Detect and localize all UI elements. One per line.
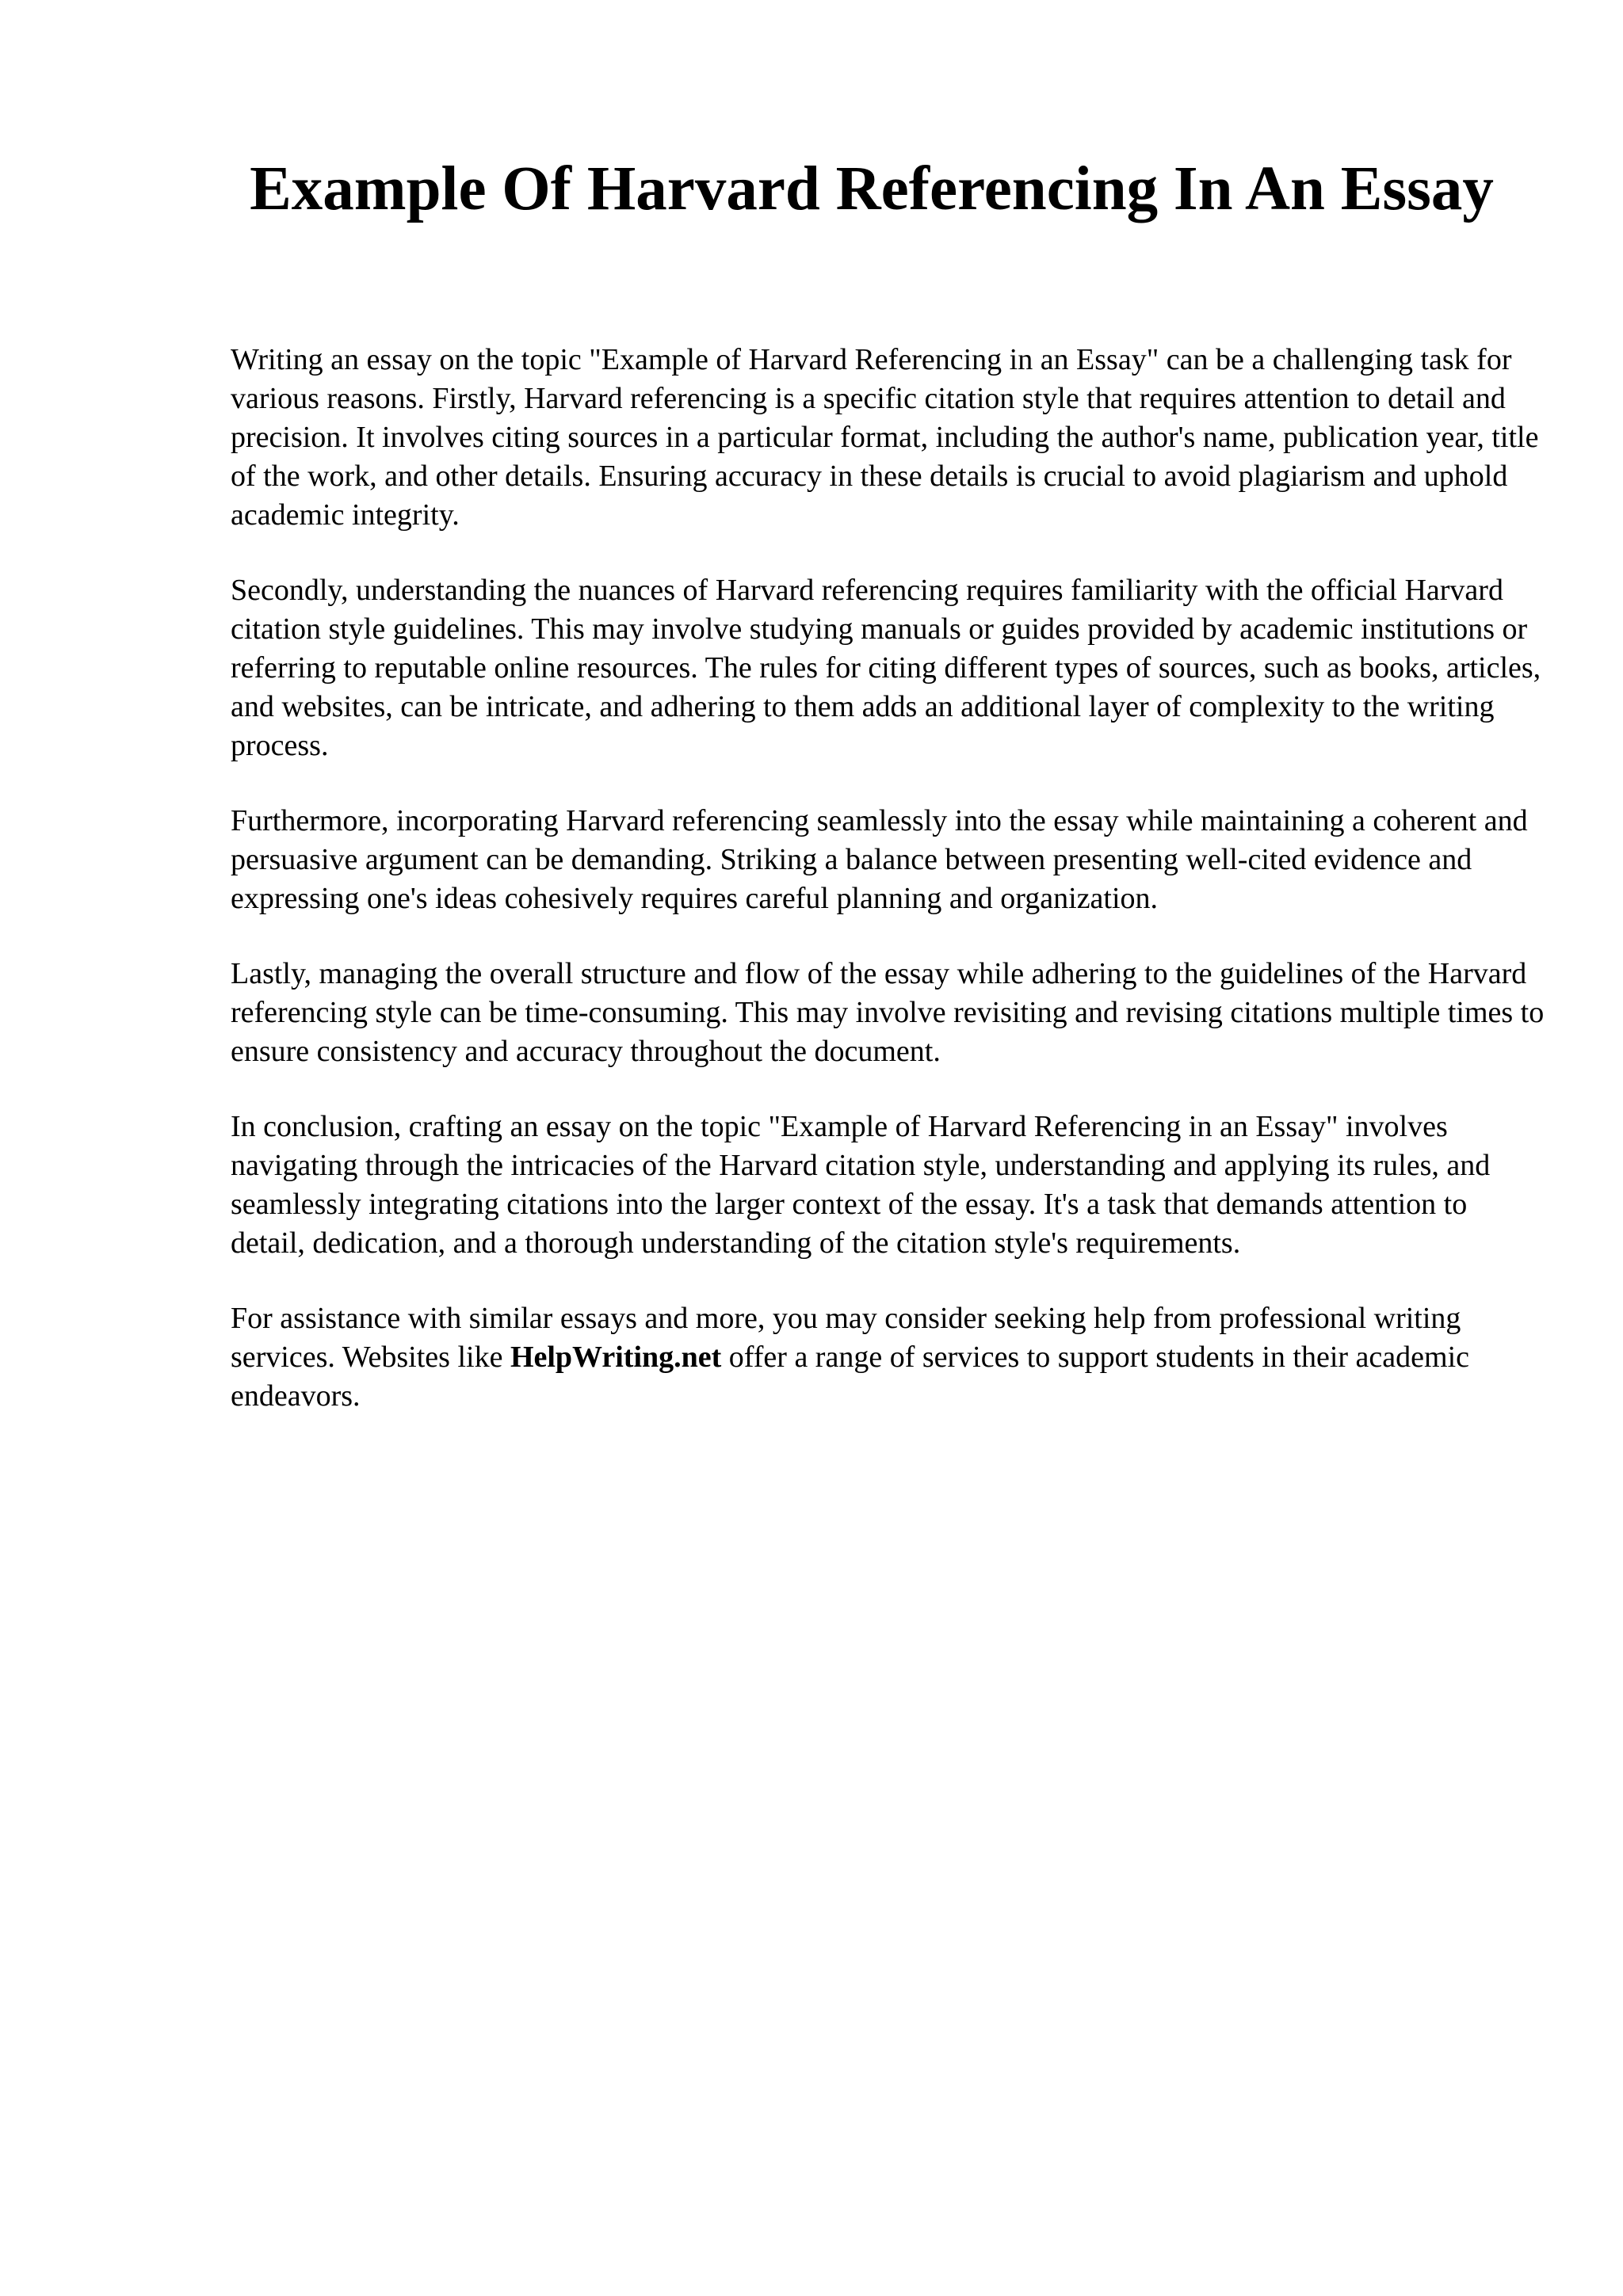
paragraph-secondly: Secondly, understanding the nuances of Harvard referencing requires familiarity with the official Harvard citation style guidelines. This may involve studying manuals or guides provided by academic institutions or referring to reputable online resources. The rules for citing different types of sources, such as books, articles, and websites, can be intricate, and adhering to them adds an additional layer of complexity to the writing process. xyxy=(231,574,1541,762)
paragraph-closing xyxy=(231,1299,1546,1416)
closing-text-after: offer a range of services to support students in their academic endeavors. xyxy=(231,1341,1469,1413)
brand-name: HelpWriting.net xyxy=(510,1341,722,1374)
paragraph-furthermore: Furthermore, incorporating Harvard referencing seamlessly into the essay while maintaining a coherent and persuasive argument can be demanding. Striking a balance between presenting well-cited evidence and expressing one's ideas cohesively requires careful planning and organization. xyxy=(231,804,1528,915)
paragraph-conclusion: In conclusion, crafting an essay on the topic "Example of Harvard Referencing in an Essay" involves navigating through the intricacies of the Harvard citation style, understanding and applying its rules, and seamlessly integrating citations into the larger context of the essay. It's a task that demands attention to detail, dedication, and a thorough understanding of the citation style's requirements. xyxy=(231,1110,1491,1260)
paragraph-lastly: Lastly, managing the overall structure and flow of the essay while adhering to the guidelines of the Harvard referencing style can be time-consuming. This may involve revisiting and revising citations multiple times to ensure consistency and accuracy throughout the document. xyxy=(231,957,1545,1068)
closing-text-before: For assistance with similar essays and more, you may consider seeking help from professional writing services. Websites like xyxy=(231,1302,1461,1374)
document-body xyxy=(231,341,1546,1452)
document-title: Example Of Harvard Referencing In An Essay xyxy=(250,154,1494,223)
paragraph-intro: Writing an essay on the topic "Example of Harvard Referencing in an Essay" can be a challenging task for various reasons. Firstly, Harvard referencing is a specific citation style that requires attention to detail and precision. It involves citing sources in a particular format, including the author's name, publication year, title of the work, and other details. Ensuring accuracy in these details is crucial to avoid plagiarism and uphold academic integrity. xyxy=(231,343,1539,532)
